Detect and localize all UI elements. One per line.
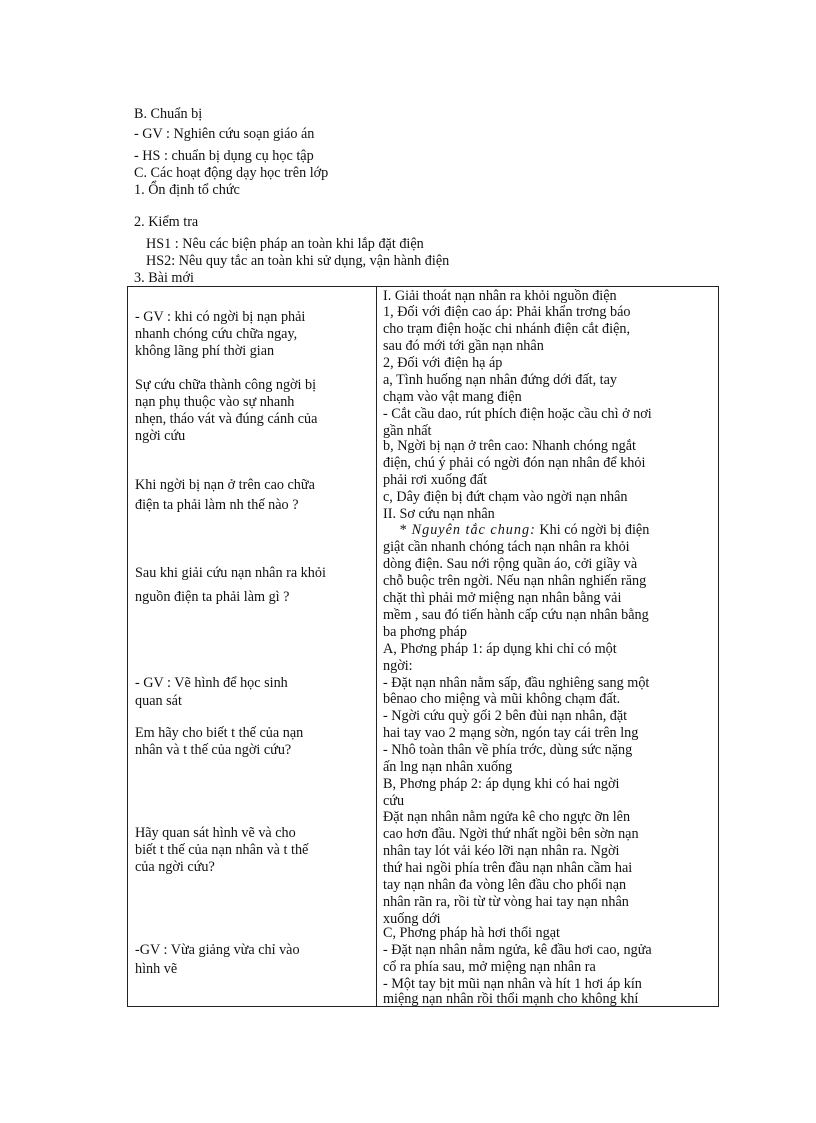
teacher-activity-column bbox=[128, 287, 376, 1006]
right-line: C, Phơng pháp hà hơi thổi ngạt bbox=[383, 925, 560, 941]
right-line: cao hơn đầu. Ngời thứ nhất ngồi bên sờn nạn bbox=[383, 826, 639, 842]
right-line: A, Phơng pháp 1: áp dụng khi chỉ có một bbox=[383, 641, 617, 657]
left-line: -GV : Vừa giảng vừa chỉ vào bbox=[135, 942, 300, 958]
left-line: không lãng phí thời gian bbox=[135, 343, 275, 359]
left-line: Sau khi giải cứu nạn nhân ra khỏi bbox=[135, 565, 326, 581]
right-line: Đặt nạn nhân nằm ngửa kê cho ngực ỡn lên bbox=[383, 809, 631, 825]
right-line: - Đặt nạn nhân nằm ngửa, kê đầu hơi cao, ngửa bbox=[383, 942, 652, 958]
question-hs1: HS1 : Nêu các biện pháp an toàn khi lắp đặt điện bbox=[146, 236, 424, 252]
right-line: - Nhô toàn thân về phía trớc, dùng sức nặng bbox=[383, 742, 633, 758]
right-line: cho trạm điện hoặc chi nhánh điện cắt điện, bbox=[383, 321, 631, 337]
right-line: - Đặt nạn nhân nằm sấp, đầu nghiêng sang một bbox=[383, 675, 650, 691]
step-2: 2. Kiểm tra bbox=[134, 214, 199, 230]
left-line: của ngời cứu? bbox=[135, 859, 215, 875]
right-line: ngời: bbox=[383, 658, 413, 674]
right-line: xuống dới bbox=[383, 911, 441, 927]
right-line: dòng điện. Sau nới rộng quần áo, cởi giầy và bbox=[383, 556, 638, 572]
lesson-table bbox=[127, 286, 719, 1007]
left-line: quan sát bbox=[135, 693, 182, 709]
left-line: - GV : khi có ngời bị nạn phải bbox=[135, 309, 306, 325]
section-c-title: C. Các hoạt động dạy học trên lớp bbox=[134, 165, 329, 181]
right-line bbox=[399, 522, 649, 538]
student-prep: - HS : chuẩn bị dụng cụ học tập bbox=[134, 148, 314, 164]
left-line: hình vẽ bbox=[135, 961, 178, 977]
right-line: cổ ra phía sau, mở miệng nạn nhân ra bbox=[383, 959, 596, 975]
right-line: II. Sơ cứu nạn nhân bbox=[383, 506, 495, 522]
right-line: ấn lng nạn nhân xuống bbox=[383, 759, 513, 775]
step-1: 1. Ổn định tổ chức bbox=[134, 182, 240, 198]
right-line: sau đó mới tới gần nạn nhân bbox=[383, 338, 544, 354]
right-line: cứu bbox=[383, 793, 405, 809]
right-line: c, Dây điện bị đứt chạm vào ngời nạn nhân bbox=[383, 489, 628, 505]
question-hs2: HS2: Nêu quy tắc an toàn khi sử dụng, vận hành điện bbox=[146, 253, 450, 269]
right-line: bênao cho miệng và mũi không chạm đất. bbox=[383, 691, 621, 707]
right-line: a, Tình huống nạn nhân đứng dới đất, tay bbox=[383, 372, 618, 388]
right-line: hai tay vao 2 mạng sờn, ngón tay cái trên lng bbox=[383, 725, 639, 741]
right-line: gần nhất bbox=[383, 423, 432, 439]
right-line: - Cắt cầu dao, rút phích điện hoặc cầu chì ở nơi bbox=[383, 406, 652, 422]
left-line: Sự cứu chữa thành công ngời bị bbox=[135, 377, 317, 393]
left-line: nhanh chóng cứu chữa ngay, bbox=[135, 326, 298, 342]
left-line: nhẹn, tháo vát và đúng cánh của bbox=[135, 411, 318, 427]
right-line: giật cần nhanh chóng tách nạn nhân ra khỏi bbox=[383, 539, 630, 555]
left-line: Hãy quan sát hình vẽ và cho bbox=[135, 825, 296, 841]
right-line: - Một tay bịt mũi nạn nhân và hít 1 hơi áp kín bbox=[383, 976, 642, 992]
left-line: - GV : Vẽ hình để học sinh bbox=[135, 675, 288, 691]
right-line: thứ hai ngồi phía trên đầu nạn nhân cầm hai bbox=[383, 860, 633, 876]
left-line: nhân và t thế của ngời cứu? bbox=[135, 742, 292, 758]
section-b-title: B. Chuẩn bị bbox=[134, 106, 203, 122]
right-line: miệng nạn nhân rồi thổi mạnh cho không khí bbox=[383, 991, 639, 1007]
right-line: phải rơi xuống đất bbox=[383, 472, 488, 488]
left-line: nạn phụ thuộc vào sự nhanh bbox=[135, 394, 295, 410]
left-line: Khi ngời bị nạn ở trên cao chữa bbox=[135, 477, 315, 493]
right-line: b, Ngời bị nạn ở trên cao: Nhanh chóng ngắt bbox=[383, 438, 636, 454]
teacher-prep: - GV : Nghiên cứu soạn giáo án bbox=[134, 126, 315, 142]
step-3: 3. Bài mới bbox=[134, 270, 194, 286]
right-line: nhân tay lót vải kéo lỡi nạn nhân ra. Ngời bbox=[383, 843, 620, 859]
content-column bbox=[377, 287, 718, 1006]
left-line: điện ta phải làm nh thế nào ? bbox=[135, 497, 299, 513]
right-line: mềm , sau đó tiến hành cấp cứu nạn nhân bằng bbox=[383, 607, 649, 623]
right-line: tay nạn nhân đa vòng lên đầu cho phổi nạn bbox=[383, 877, 627, 893]
right-line: nhân rãn ra, rồi từ từ vòng hai tay nạn nhân bbox=[383, 894, 629, 910]
left-line: Em hãy cho biết t thế của nạn bbox=[135, 725, 304, 741]
left-line: nguồn điện ta phải làm gì ? bbox=[135, 589, 290, 605]
principle-label: * Nguyên tắc chung: bbox=[399, 522, 536, 538]
right-line: chỗ buộc trên ngời. Nếu nạn nhân nghiến răng bbox=[383, 573, 647, 589]
right-line: I. Giải thoát nạn nhân ra khỏi nguồn điện bbox=[383, 288, 617, 304]
right-line: ba phơng pháp bbox=[383, 624, 467, 640]
right-line: 2, Đối với điện hạ áp bbox=[383, 355, 503, 371]
right-line: điện, chú ý phải có ngời đón nạn nhân để khỏi bbox=[383, 455, 646, 471]
right-line: - Ngời cứu quỳ gối 2 bên đùi nạn nhân, đặt bbox=[383, 708, 628, 724]
right-line: B, Phơng pháp 2: áp dụng khi có hai ngời bbox=[383, 776, 620, 792]
right-line: chạm vào vật mang điện bbox=[383, 389, 522, 405]
left-line: biết t thế của nạn nhân và t thế bbox=[135, 842, 309, 858]
left-line: ngời cứu bbox=[135, 428, 186, 444]
principle-text: Khi có ngời bị điện bbox=[539, 522, 650, 538]
right-line: 1, Đối với điện cao áp: Phải khẩn trơng báo bbox=[383, 304, 631, 320]
right-line: chặt thì phải mở miệng nạn nhân bằng vải bbox=[383, 590, 622, 606]
